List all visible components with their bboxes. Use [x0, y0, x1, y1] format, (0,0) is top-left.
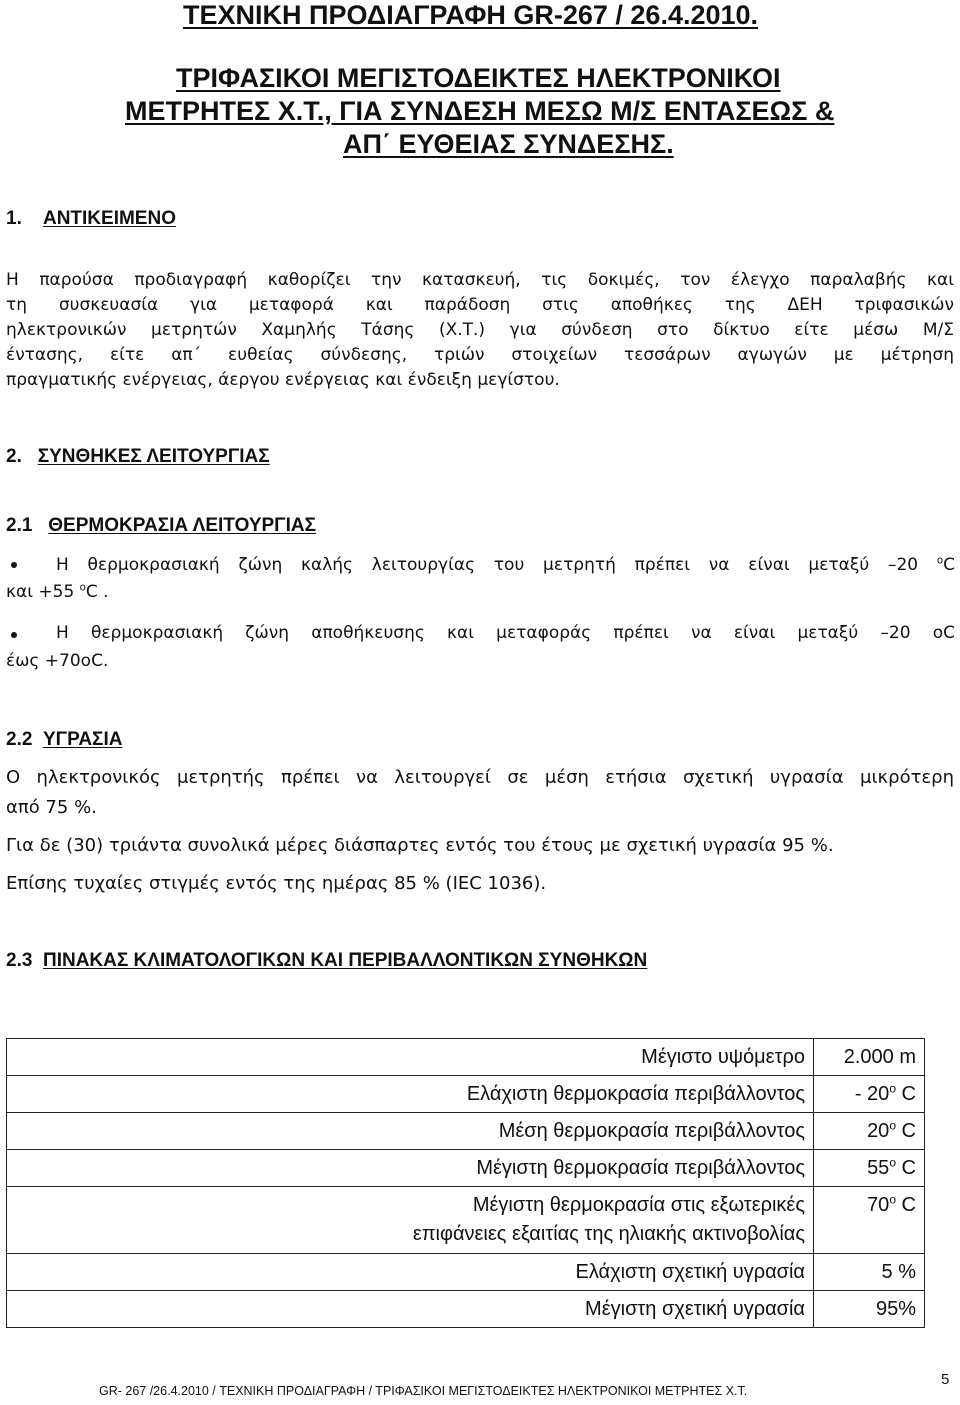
- row-label: Μέγιστη σχετική υγρασία: [7, 1291, 814, 1328]
- humidity-line-1: Ο ηλεκτρονικός μετρητής πρέπει να λειτουργεί σε μέση ετήσια σχετική υγρασία μικρότερη: [6, 767, 954, 788]
- row-label-line-2: επιφάνειες εξαιτίας της ηλιακής ακτινοβολίας: [412, 1223, 805, 1245]
- section-number: 2.: [6, 446, 22, 467]
- value-number: 70: [867, 1194, 890, 1216]
- section-1-line-2: τη συσκευασία για μεταφορά και παράδοση στις αποθήκες της ΔΕΗ τριφασικών: [6, 295, 954, 315]
- section-title: ΣΥΝΘΗΚΕΣ ΛΕΙΤΟΥΡΓΙΑΣ: [37, 446, 270, 467]
- section-1-line-5: πραγματικής ενέργειας, άεργου ενέργειας και ένδειξη μεγίστου.: [6, 370, 560, 390]
- row-value: [814, 1150, 925, 1187]
- section-1-heading: [6, 208, 176, 230]
- section-title: ΥΓΡΑΣΙΑ: [42, 729, 123, 750]
- humidity-line-3: Για δε (30) τριάντα συνολικά μέρες διάσπαρτες εντός του έτους με σχετική υγρασία 95 %.: [6, 835, 834, 856]
- section-1-line-3: ηλεκτρονικών μετρητών Χαμηλής Τάσης (Χ.Τ.) για σύνδεση στο δίκτυο είτε μέσω Μ/Σ: [6, 320, 954, 340]
- row-label: [7, 1187, 814, 1254]
- row-label: Μέγιστη θερμοκρασία περιβάλλοντος: [7, 1150, 814, 1187]
- section-2-2-heading: [6, 729, 122, 751]
- section-number: 2.1: [6, 515, 33, 536]
- bullet-2-text: Η θερμοκρασιακή ζώνη αποθήκευσης και μεταφοράς πρέπει να είναι μεταξύ: [56, 623, 859, 643]
- row-value: [814, 1076, 925, 1113]
- bullet-icon: [11, 562, 17, 568]
- degree-mark: o: [889, 1192, 896, 1207]
- section-1-line-1: Η παρούσα προδιαγραφή καθορίζει την κατασκευή, τις δοκιμές, τον έλεγχο παραλαβής και: [6, 270, 954, 290]
- climate-conditions-table: [6, 1038, 925, 1328]
- section-title: ΘΕΡΜΟΚΡΑΣΙΑ ΛΕΙΤΟΥΡΓΙΑΣ: [48, 515, 316, 536]
- row-label: Μέση θερμοκρασία περιβάλλοντος: [7, 1113, 814, 1150]
- page-number: 5: [941, 1371, 950, 1388]
- humidity-line-2: από 75 %.: [6, 797, 97, 818]
- bullet-1-line-1: [56, 553, 955, 578]
- value-unit: C: [896, 1083, 916, 1105]
- row-label: Ελάχιστη σχετική υγρασία: [7, 1254, 814, 1291]
- bullet-2-line-1: [56, 621, 955, 646]
- bullet-2-line-2: έως +70oC.: [6, 651, 109, 671]
- doc-subtitle-line1: ΤΡΙΦΑΣΙΚΟΙ ΜΕΓΙΣΤΟΔΕΙΚΤΕΣ ΗΛΕΚΤΡΟΝΙΚΟΙ: [176, 63, 781, 93]
- section-number: 2.3: [6, 950, 33, 971]
- bullet-1-unit: C: [943, 555, 956, 575]
- bullet-icon: [11, 632, 17, 638]
- section-title: ΑΝΤΙΚΕΙΜΕΝΟ: [42, 208, 176, 229]
- degree-mark: o: [889, 1118, 896, 1133]
- value-number: 55: [867, 1157, 890, 1179]
- doc-subtitle-line2: ΜΕΤΡΗΤΕΣ Χ.Τ., ΓΙΑ ΣΥΝΔΕΣΗ ΜΕΣΩ Μ/Σ ΕΝΤΑΣΕΩΣ &: [125, 96, 835, 126]
- bullet-1-range: –20: [887, 555, 919, 575]
- row-label: Ελάχιστη θερμοκρασία περιβάλλοντος: [7, 1076, 814, 1113]
- section-2-3-heading: [6, 950, 647, 972]
- section-title: ΠΙΝΑΚΑΣ ΚΛΙΜΑΤΟΛΟΓΙΚΩΝ ΚΑΙ ΠΕΡΙΒΑΛΛΟΝΤΙΚΩΝ ΣΥΝΘΗΚΩΝ: [42, 950, 648, 971]
- table-row: [7, 1113, 925, 1150]
- degree-mark: o: [79, 582, 86, 594]
- section-number: 2.2: [6, 729, 33, 750]
- value-unit: C: [896, 1157, 916, 1179]
- row-label: Μέγιστο υψόμετρο: [7, 1039, 814, 1076]
- value-unit: C: [896, 1120, 916, 1142]
- degree-mark: o: [936, 555, 944, 567]
- table-row: [7, 1291, 925, 1328]
- section-number: 1.: [6, 208, 22, 229]
- doc-title: ΤΕΧΝΙΚΗ ΠΡΟΔΙΑΓΡΑΦΗ GR-267 / 26.4.2010.: [183, 0, 759, 30]
- row-value: [814, 1187, 925, 1254]
- row-value: [814, 1113, 925, 1150]
- row-value: 5 %: [814, 1254, 925, 1291]
- bullet-1-text: Η θερμοκρασιακή ζώνη καλής λειτουργίας του μετρητή πρέπει να είναι μεταξύ: [56, 555, 870, 575]
- value-unit: C: [896, 1194, 916, 1216]
- bullet-2-range: –20 oC: [880, 623, 955, 643]
- section-2-heading: [6, 446, 270, 468]
- bullet-1-line-2-b: C .: [85, 582, 109, 602]
- value-number: 20: [867, 1120, 890, 1142]
- table-row: [7, 1076, 925, 1113]
- page-footer: GR- 267 /26.4.2010 / ΤΕΧΝΙΚΗ ΠΡΟΔΙΑΓΡΑΦΗ / ΤΡΙΦΑΣΙΚΟΙ ΜΕΓΙΣΤΟΔΕΙΚΤΕΣ ΗΛΕΚΤΡΟΝΙΚΟΙ ΜΕΤΡΗΤΕΣ Χ.Τ.: [99, 1384, 748, 1398]
- row-label-line-1: Μέγιστη θερμοκρασία στις εξωτερικές: [472, 1194, 805, 1216]
- doc-subtitle-line3: ΑΠ΄ ΕΥΘΕΙΑΣ ΣΥΝΔΕΣΗΣ.: [343, 129, 674, 159]
- humidity-line-4: Επίσης τυχαίες στιγμές εντός της ημέρας 85 % (IEC 1036).: [6, 873, 547, 894]
- value-number: - 20: [854, 1083, 890, 1105]
- table-row: [7, 1150, 925, 1187]
- table-row: [7, 1187, 925, 1254]
- degree-mark: o: [889, 1081, 896, 1096]
- section-2-1-heading: [6, 515, 316, 537]
- bullet-1-line-2-a: και +55: [6, 582, 75, 602]
- bullet-1-line-2: [6, 580, 954, 605]
- table-row: [7, 1254, 925, 1291]
- row-value: 95%: [814, 1291, 925, 1328]
- section-1-line-4: έντασης, είτε απ΄ ευθείας σύνδεσης, τριών στοιχείων τεσσάρων αγωγών με μέτρηση: [6, 345, 954, 365]
- table-row: [7, 1039, 925, 1076]
- degree-mark: o: [889, 1155, 896, 1170]
- row-value: 2.000 m: [814, 1039, 925, 1076]
